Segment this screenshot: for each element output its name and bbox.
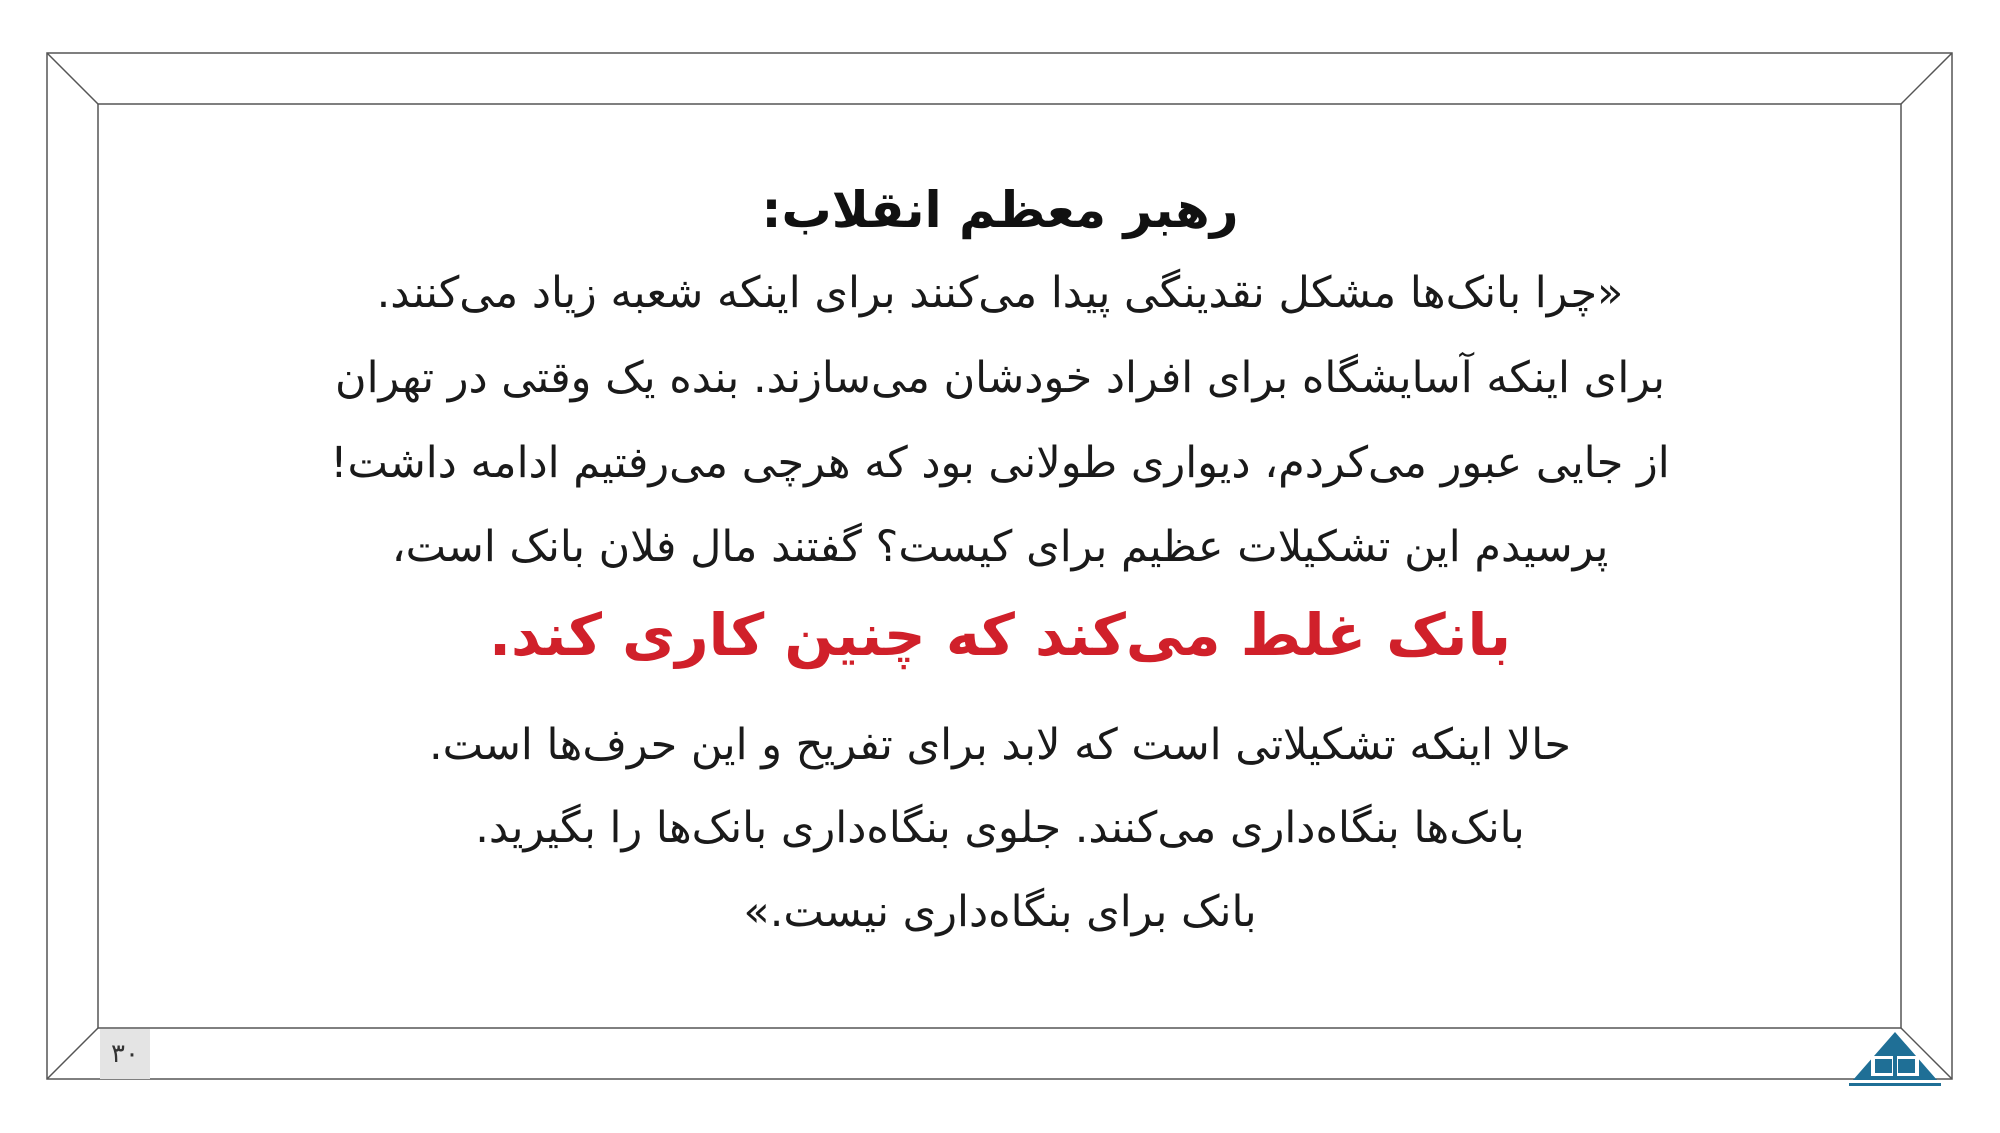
quote-line-4: پرسیدم این تشکیلات عظیم برای کیست؟ گفتند مال فلان بانک است، [391, 522, 1609, 572]
quote-line-1: «چرا بانک‌ها مشکل نقدینگی پیدا می‌کنند برای اینکه شعبه زیاد می‌کنند. [376, 268, 1624, 318]
organization-logo [1845, 1028, 1945, 1108]
quote-line-2: برای اینکه آسایشگاه برای افراد خودشان می‌سازند. بنده یک وقتی در تهران [335, 353, 1665, 403]
logo-emblem-icon [1853, 1032, 1937, 1080]
closing-line-1: حالا اینکه تشکیلاتی است که لابد برای تفریح و این حرف‌ها است. [429, 720, 1571, 770]
quote-content [100, 105, 1900, 1025]
frame-corner-top-right [1901, 53, 1952, 104]
page-number: ۳۰ [100, 1029, 150, 1079]
frame-corner-top-left [47, 53, 98, 104]
frame-corner-bottom-left [47, 1028, 98, 1079]
quote-line-3: از جایی عبور می‌کردم، دیواری طولانی بود که هرچی می‌رفتیم ادامه داشت! [330, 438, 1670, 488]
closing-line-2: بانک‌ها بنگاه‌داری می‌کنند. جلوی بنگاه‌داری بانک‌ها را بگیرید. [475, 803, 1525, 853]
highlight-line: بانک غلط می‌کند که چنین کاری کند. [488, 601, 1512, 669]
closing-line-3: بانک برای بنگاه‌داری نیست.» [743, 887, 1257, 937]
heading: رهبر معظم انقلاب: [761, 181, 1239, 239]
